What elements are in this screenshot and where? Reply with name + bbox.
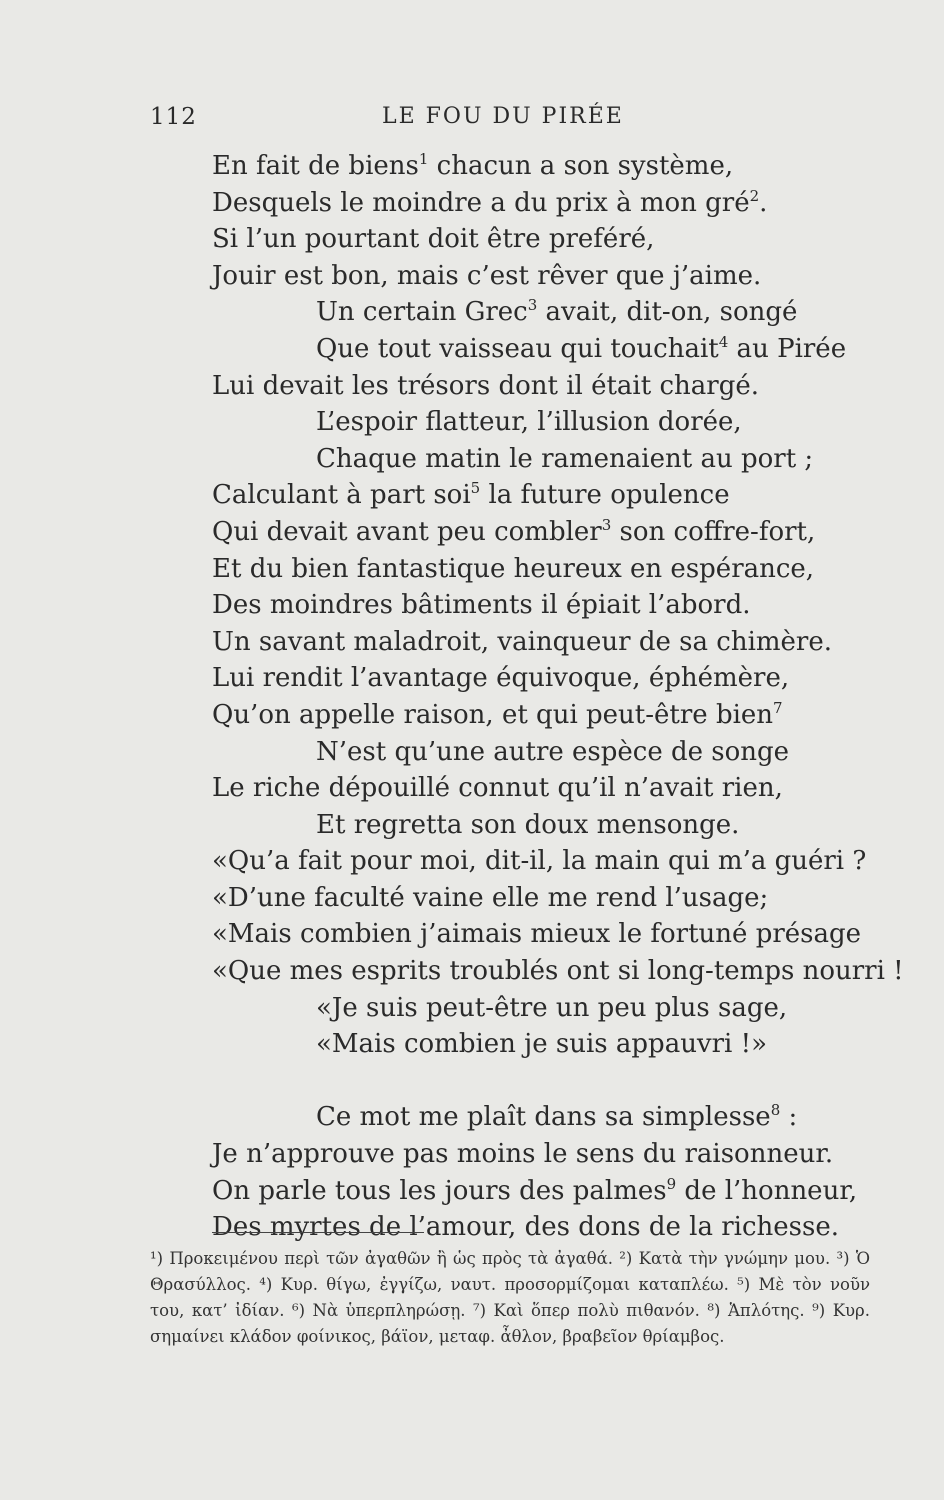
poem-line-text: Et regretta son doux mensonge. bbox=[316, 809, 740, 840]
poem-line-text: «Je suis peut-être un peu plus sage, bbox=[316, 992, 788, 1023]
poem-body bbox=[212, 148, 902, 1246]
poem-line-text-rest: chacun a son système, bbox=[428, 151, 734, 181]
poem-line bbox=[212, 514, 902, 551]
footnotes bbox=[150, 1246, 870, 1350]
poem-line bbox=[212, 258, 902, 295]
footnote-marker: 5 bbox=[470, 479, 481, 498]
poem-line-text-rest: de l’honneur, bbox=[676, 1175, 858, 1206]
poem-line bbox=[212, 294, 902, 331]
poem-line bbox=[212, 916, 902, 953]
poem-line-text: Des myrtes de l’amour, des dons de la richesse. bbox=[212, 1212, 840, 1243]
poem-line bbox=[212, 770, 902, 807]
poem-line-text: Que tout vaisseau qui touchait bbox=[316, 333, 719, 364]
poem-line-text: On parle tous les jours des palmes bbox=[212, 1175, 667, 1206]
footnote-marker: 9 bbox=[666, 1174, 677, 1193]
poem-line-text: «D’une faculté vaine elle me rend l’usage; bbox=[212, 882, 769, 913]
footnote-marker: 4 bbox=[718, 332, 729, 351]
footnote-marker: 2 bbox=[749, 186, 760, 205]
footnote-text: ¹) Προκειμένου περὶ τῶν ἀγαθῶν ἢ ὡς πρὸς τὰ ἀγαθά. ²) Κατὰ τὴν γνώμην μου. ³) Ὁ Θρασύλλος. ⁴) Κυρ. θίγω, ἐγγίζω, ναυτ. προσορμίζομαι καταπλέω. ⁵) Μὲ τὸν νοῦν του, κατ’ ἰδίαν. ⁶) Νὰ ὑπερπληρώσῃ. ⁷) Καὶ ὅπερ πολὺ πιθανόν. ⁸) Ἁπλότης. ⁹) Κυρ. σημαίνει κλάδον φοίνικος, βάϊον, μεταφ. ἆθλον, βραβεῖον θρίαμβος. bbox=[150, 1249, 870, 1346]
page-number: 112 bbox=[150, 104, 197, 130]
poem-line bbox=[212, 368, 902, 405]
poem-line-text: «Que mes esprits troublés ont si long-temps nourri ! bbox=[212, 956, 904, 987]
footnote-marker: 1 bbox=[418, 150, 429, 168]
footnote-marker: 3 bbox=[527, 296, 538, 315]
poem-line-text: Chaque matin le ramenaient au port ; bbox=[316, 443, 814, 474]
poem-line bbox=[212, 734, 902, 771]
poem-line bbox=[212, 660, 902, 697]
poem-line bbox=[212, 148, 902, 185]
poem-line-text: Le riche dépouillé connut qu’il n’avait rien, bbox=[212, 773, 783, 804]
poem-line bbox=[212, 185, 902, 222]
poem-line bbox=[212, 953, 902, 990]
poem-line-text: «Qu’a fait pour moi, dit-il, la main qui m’a guéri ? bbox=[212, 846, 867, 877]
poem-line-text-rest: . bbox=[759, 187, 768, 218]
poem-line-text: L’espoir flatteur, l’illusion dorée, bbox=[316, 407, 742, 438]
poem-line-text: Desquels le moindre a du prix à mon gré bbox=[212, 187, 750, 218]
poem-line-text: Je n’approuve pas moins le sens du raisonneur. bbox=[212, 1139, 834, 1170]
poem-line-text-rest: au Pirée bbox=[728, 333, 847, 364]
poem-line-text: «Mais combien je suis appauvri !» bbox=[316, 1029, 767, 1060]
poem-line bbox=[212, 221, 902, 258]
poem-line-text: Calculant à part soi bbox=[212, 480, 471, 511]
footnote-marker: 7 bbox=[773, 698, 783, 717]
poem-line bbox=[212, 807, 902, 844]
footnote-divider bbox=[212, 1232, 424, 1233]
poem-line-text: «Mais combien j’aimais mieux le fortuné présage bbox=[212, 919, 862, 950]
poem-line bbox=[212, 697, 902, 734]
poem-line-text: Qu’on appelle raison, et qui peut-être bien bbox=[212, 699, 774, 730]
poem-line-text: Et du bien fantastique heureux en espérance, bbox=[212, 553, 815, 584]
poem-line-text-rest: son coffre-fort, bbox=[611, 516, 816, 547]
poem-line-text: Si l’un pourtant doit être preféré, bbox=[212, 224, 655, 255]
poem-line-text: Des moindres bâtiments il épiait l’abord. bbox=[212, 590, 751, 621]
poem-line bbox=[212, 1173, 902, 1210]
poem-line bbox=[212, 843, 902, 880]
poem-line bbox=[212, 624, 902, 661]
poem-line-text: Un savant maladroit, vainqueur de sa chimère. bbox=[212, 626, 833, 657]
poem-line bbox=[212, 404, 902, 441]
poem-line-text: En fait de biens bbox=[212, 151, 419, 181]
poem-line bbox=[212, 551, 902, 588]
poem-line bbox=[212, 1026, 902, 1063]
poem-line bbox=[212, 1136, 902, 1173]
poem-line bbox=[212, 990, 902, 1027]
poem-line bbox=[212, 441, 902, 478]
footnote-marker: 3 bbox=[601, 515, 612, 534]
running-title: LE FOU DU PIRÉE bbox=[382, 104, 624, 129]
poem-line bbox=[212, 477, 902, 514]
page-header bbox=[150, 104, 770, 140]
poem-line bbox=[212, 587, 902, 624]
poem-line bbox=[212, 1063, 902, 1100]
poem-line-text: N’est qu’une autre espèce de songe bbox=[316, 736, 790, 767]
poem-line bbox=[212, 880, 902, 917]
poem-line-text: Qui devait avant peu combler bbox=[212, 516, 602, 547]
poem-line-text: Un certain Grec bbox=[316, 297, 528, 328]
poem-line-text: Jouir est bon, mais c’est rêver que j’aime. bbox=[212, 260, 762, 291]
poem-line-text-rest: la future opulence bbox=[480, 480, 730, 511]
poem-line-text-rest: : bbox=[780, 1102, 798, 1133]
poem-line bbox=[212, 331, 902, 368]
poem-line-text: Ce mot me plaît dans sa simplesse bbox=[316, 1102, 771, 1133]
poem-line-text: Lui rendit l’avantage équivoque, éphémère, bbox=[212, 663, 790, 694]
poem-line-text-rest: avait, dit-on, songé bbox=[537, 297, 798, 328]
poem-line bbox=[212, 1209, 902, 1246]
poem-line-text: Lui devait les trésors dont il était chargé. bbox=[212, 370, 759, 401]
footnote-marker: 8 bbox=[770, 1101, 781, 1120]
poem-line bbox=[212, 1099, 902, 1136]
